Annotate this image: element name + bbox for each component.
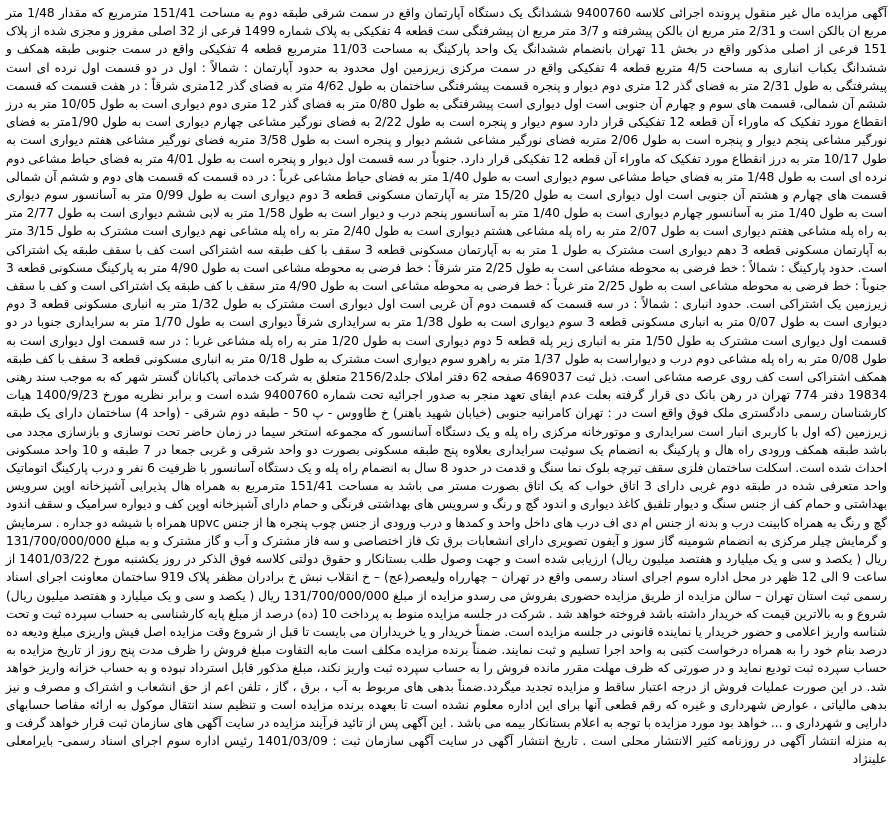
auction-notice-text: آگهی مزایده مال غیر منقول پرونده اجرائی کلاسه 9400760 ششدانگ یک دستگاه آپارتمان واقع در سمت شرقی طبقه دوم به مساحت 151/41 مترمربع که مقدار 1/48 متر مربع ان بالکن است و 2/31 متر مربع ان بالکن پیشرفته و 3/7 متر مربع ان پیشرفتگی ست قطعه 4 تفکیکی به پلاک شماره 1499 فرعی از 32 اصلی مفروز و مجزی شده از پلاک 151 فرعی از اصلی مذکور واقع در بخش 11 تهران بانضمام ششدانگ یک واحد پارکینگ به مساحت 11/03 مترمربع قطعه 4 تفکیکی واقع در سمت جنوبی طبقه همکف و ششدانگ یکباب انباری به مساحت 4/5 متربع قطعه 4 تفکیکی واقع در سمت مرکزی زیرزمین اول محدود به حدود آپارتمان : شمالاً : اول در دو قسمت اول نرده ای است پیشرفتگی به طول 2/31 متر به فضای گذر 12 متری دوم دیوار و پنجره قسمت پیشرفتگی ساختمان به طول 4/62 متر به فضای گذر 12متری شرقاً : در هفت قسمت که قسمت ششم آن شمالی، قسمت های سوم و چهارم آن جنوبی است اول دیواری است پیشرفتگی به طول 0/80 متر به فضای گذر 12 متری دوم دیواری است به طول 10/05 متر به درز انقطاع مورد تفکیک که ماوراء آن قطعه 12 تفکیکی قرار دارد سوم دیوار و پنجره است به طول 2/22 به فضای نورگیر مشاعی چهارم دیواری است به طول 1/90متر به فضای نورگیر مشاعی پنجم دیوار و پنجره است به طول 2/06 متربه فضای نورگیر مشاعی ششم دیوار و پنجره است به طول 3/58 متربه فضای نورگیر مشاعی هفتم دیواری است به طول 10/17 متر به درز انقطاع مورد تفکیک که ماوراء آن قطعه 12 تفکیکی قرار دارد. جنوباً در سه قسمت اول دیوار و پنجره است به طول 4/01 متر به فضای حیاط مشاعی دوم نرده ای است به طول 1/48 متر به فضای حیاط مشاعی سوم دیواری است به طول 1/40 متر به فضای حیاط مشاعی غرباً : در ده قسمت که قسمت های دوم و ششم آن شمالی قسمت های چهارم و هشتم آن جنوبی است اول دیواری است به طول 15/20 متر به آپارتمان مسکونی قطعه 3 دوم دیواری است به طول 0/99 متر به آسانسور سوم دیواری است به طول 1/40 متر به آسانسور چهارم دیواری است به طول 1/40 متر به آسانسور پنجم درب و دیوار است به طول 1/58 متر به لابی ششم دیواری است به طول 2/77 متر به راه پله مشاعی هفتم دیواری است به طول 2/07 متر به راه پله مشاعی هشتم دیواری است به طول 2/40 متر به راه پله مشاعی نهم دیواری است مشترک به طول 3/15 متر به آپارتمان مسکونی قطعه 3 دهم دیواری است مشترک به طول 1 متر به به آپارتمان مسکونی قطعه 3 سقف با کف طبقه سه اشتراکی است کف با سقف طبقه یک اشتراکی است. حدود پارکینگ : شمالاً : خط فرضی به محوطه مشاعی است به طول 2/25 متر شرقاً : خط فرضی به محوطه مشاعی است به طول 4/90 متر به پارکینگ مسکونی قطعه 3 جنوباً : خط فرضی به محوطه مشاعی است به طول 2/25 متر غرباً : خط فرضی به محوطه مشاعی است به طول 4/90 متر سقف با کف طبقه یک اشتراکی است و کف با سقف زیرزمین یک اشتراکی است. حدود انباری : شمالاً : در سه قسمت که قسمت دوم آن غربی است اول دیواری است مشترک به طول 1/32 متر به انباری مسکونی قطعه 3 دوم دیواری است به طول 0/07 متر به انباری مسکونی قطعه 3 سوم دیواری است به طول 1/38 متر به سرایداری شرقاً دیواری است به طول 1/70 متر به سرایداری جنوبا در دو قسمت اول دیواری است مشترک به طول 1/50 متر به انباری زیر پله قطعه 5 دوم دیواری است به طول 1/20 متر به راه پله مشاعی غربا : در سه قسمت اول دیواری است به طول 0/08 متر به راه پله مشاعی دوم درب و دیواراست به طول 1/37 متر به راهرو سوم دیواری است مشترک به طول 0/18 متر به انباری مسکونی قطعه 3 سقف با کف طبقه همکف اشتراکی است کف روی عرصه مشاعی است. ذیل ثبت 469037 صفحه 62 دفتر املاک جلد2156/2 متعلق به شرکت خدماتی پاکبانان گستر شهر که به موجب سند رهنی 19834 دفتر 774 تهران در رهن بانک دی قرار گرفته بعلت عدم ایفای تعهد منجر به صدور اجرائیه تحت شماره 9400760 شده است و برابر نظریه مورخ 1400/9/23 هیات کارشناسان رسمی دادگستری ملک فوق واقع است در : تهران کامرانیه جنوبی (خیابان شهید باهنر) خ طاووس - پ 50 - طبقه دوم شرقی - (واحد 4) ساختمان دارای یک طبقه زیرزمین (که اول با کاربری انبار است سرایداری و موتورخانه مرکزی راه پله و یک دستگاه آسانسور که مجموعه استخر سیما در زمان حاضر تحت نوسازی و بازسازی مجدد می باشد طبقه همکف ورودی راه هال و پارکینگ به انضمام یک سوئیت سرایداری بعلاوه پنج طبقه مسکونی بصورت دو واحد شرقی و غربی جمعا در 7 طبقه و 10 واحد مسکونی احداث شده است. اسکلت ساختمان فلزی سقف تیرچه بلوک نما سنگ و قدمت در حدود 8 سال به انضمام راه پله و یک دستگاه آسانسور با ظرفیت 6 نفر و درب پارکینگ اتوماتیک واحد متعرفی شده در طبقه دوم غربی دارای 3 اتاق خواب که یک اتاق بصورت مستر می باشد به مساحت 151/41 مترمربع به همراه هال پذیرایی آشپزخانه اوپن سرویس بهداشتی و حمام کف از جنس سنگ و دیوار تلفیق کاغذ دیواری و اندود گچ و رنگ و سرویس های بهداشتی فرنگی و حمام دارای آشپزخانه اوپن کف و دیواره سرامیک و سقف اندود گچ و رنگ به همراه کابینت درب و بدنه از جنس ام دی اف درب های داخل واحد و کمدها و درب ورودی از جنس چوب پنجره ها از جنس upvc همراه با شیشه دو جداره . سرمایش و گرمایش چیلر مرکزی به انضمام شومینه گاز سوز و آیفون تصویری دارای انشعابات برق تک فاز اختصاصی و سه فاز مشترک و آب و گاز مشترک و به مبلغ 131/700/000/000 ریال ( یکصد و سی و یک میلیارد و هفتصد میلیون ریال) ارزیابی شده است و جهت وصول طلب بستانکار و حقوق دولتی کلاسه فوق الذکر در روز یکشنبه مورخ 1401/03/22 از ساعت 9 الی 12 ظهر در محل اداره سوم اجرای اسناد رسمی واقع در تهران – چهارراه ولیعصر(عج) – خ انقلاب نبش خ برادران مظفر پلاک 919 ساختمان معاونت اجرای اسناد رسمی ثبت استان تهران – سالن مزایده از طریق مزایده حضوری بفروش می رسدو مزایده از مبلغ 131/700/000/000 ریال ( یکصد و سی و یک میلیارد و هفتصد میلیون ریال) شروع و به بالاترین قیمت که خریدار داشته باشد فروخته خواهد شد . شرکت در جلسه مزایده منوط به پرداخت 10 (ده) درصد از مبلغ پایه کارشناسی به حساب سپرده ثبت و تحت شناسه واریز اعلامی و حضور خریدار یا نماینده قانونی در جلسه مزایده است. ضمناً خریدار و یا خریداران می بایست تا قبل از شروع وقت مزایده اصل فیش واریزی مبلغ ودیعه ده درصد بنام خود را به همراه درخواست کتبی به واحد اجرا تسلیم و ثبت نمایند. ضمناً برنده مزایده مکلف است مابه التفاوت مبلغ فروش را ظرف مدت پنج روز از تاریخ مزایده به حساب سپرده ثبت توديع نمايد و در صورتی که ظرف مهلت مقرر مانده فروش را به حساب سپرده ثبت واریز نکند، مبلغ مذکور قابل استرداد نبوده و به حساب خزانه واریز خواهد شد. در این صورت عملیات فروش از درجه اعتبار ساقط و مزایده تجدید میگردد.ضمناً بدهی های مربوط به آب ، برق ، گاز ، تلفن اعم از حق انشعاب و اشتراک و مصرف و نیز بدهی مالیاتی ، عوارض شهرداری و غیره که رقم قطعی آنها برای این اداره معلوم نشده است تا بعهده برنده مزایده است و تنظیم سند انتقال موکول به ارائه مفاصا حسابهای دارایی و شهرداری و ... خواهد بود مورد مزایده با توجه به اعلام بستانکار بیمه می باشد . این آگهی پس از تائید فرآیند مزایده در سایت آگهی های سازمان ثبت قرار خواهد گرفت و به منزله انتشار آگهی در روزنامه کثیر الانتشار محلی است . تاریخ انتشار آگهی در سایت آگهی سازمان ثبت : 1401/03/09 رئیس اداره سوم اجرای اسناد رسمی- بایرامعلی علینژاد bbox=[6, 6, 888, 767]
